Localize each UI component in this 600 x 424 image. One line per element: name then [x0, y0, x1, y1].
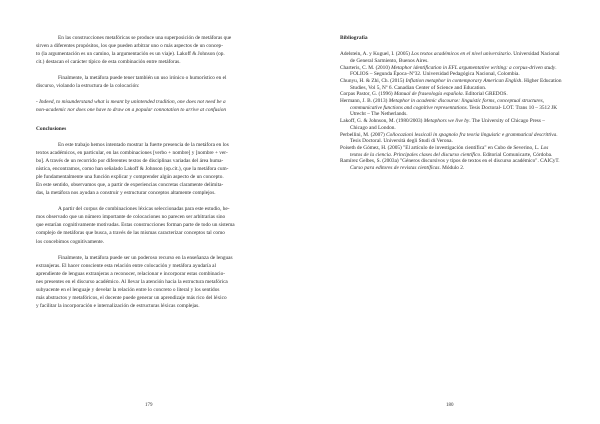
reference-title: Collocazioni lessicali in spagnolo fra teoria linguistic e grammatical descrittiva [386, 131, 557, 138]
reference-entry [340, 78, 562, 91]
conclusion-paragraph: Finalmente, la metáfora puede ser un poderoso recurso en la enseñanza de lenguas extranjeras. El hacer consciente esta relación entre colocación y metáfora ayudaría al aprendiente de lenguas extranjeras a reconocer, relacionar e incorporar estas combinacio- nes presentes en el discurso académico. Al llevar la atención hacia la estructura metafórica subyacente en el lenguaje y develar la relación entre lo concreto o literal y los sentidos más abstractos y metafóricos, el docente puede generar un aprendizaje más rico del léxico y facilitar la incorporación e internalización de estructuras léxicas complejas. [36, 254, 233, 310]
bibliography-heading: Bibliografía [340, 35, 368, 41]
reference-publisher: . FOLIOS – Segunda Época–Nº32. Universidad Pedagógica Nacional, Colombia. [350, 64, 557, 78]
reference-publisher: . Módulo 2. [439, 165, 465, 172]
reference-list [340, 51, 562, 172]
reference-authors: Chunyu, H. & Zhi, Ch. (2015) [340, 77, 406, 84]
reference-publisher: . Higher Education Studies, Vol 5, Nº 6. Canadian Center of Science and Education. [350, 77, 562, 91]
reference-publisher: . Tesis Doctoral. Università degli Studi di Verona. [350, 131, 558, 145]
reference-publisher: . The University of Chicago Press – Chicago and London. [350, 118, 545, 131]
example-quote: - Indeed, to misunderstand what is meant by unintended tradition, one does not need be a non-academic nor does one have to draw on a popular connotation to arrive at confusion [36, 99, 227, 114]
reference-publisher: . Universidad Nacional de General Sarmiento, Buenos Aires. [350, 51, 560, 64]
reference-entry [340, 145, 562, 158]
page-number: 180 [446, 403, 454, 408]
conclusion-paragraph: A partir del corpus de combinaciones léxicas seleccionadas para este estudio, he- mos observado que un número importante de colocaciones no parecen ser arbitrarias sino que estarían cognitivamente motivadas. Estas construcciones forman parte de todo un sistema complejo de metáforas que busca, a través de las mismas caracterizar conceptos tal como los concebimos cognitivamente. [36, 206, 235, 245]
reference-title: Metaphor identification in EFL argumentative writing: a corpus-driven study [391, 64, 556, 71]
reference-title: Los textos de la ciencia. Principales clases del discurso científico [350, 144, 549, 158]
conclusion-paragraph: En este trabajo hemos intentado mostrar la fuerte presencia de la metáfora en los textos académicos, en particular, en las combinaciones [verbo + nombre] y [nombre + ver- bo]. A través de un recorrido por diferentes textos de disciplinas variadas del área huma- nística, encontramos, como han señalado Lakoff & Johnson (op.cit.), que la metáfora cum- ple fundamentalmente una función explicar y comprender algún aspecto de un concepto. En este sentido, observamos que, a partir de experiencias concretas claramente delimita- das, la metáfora nos ayudan a construir y estructurar conceptos altamente complejos. [36, 141, 229, 197]
reference-authors: Charteris, C. M. (2010) [340, 64, 392, 71]
reference-entry [340, 118, 562, 131]
reference-authors: Perbellini, M. (2007) [340, 131, 387, 138]
reference-authors: Hermann, J. B. (2013) [340, 98, 389, 105]
left-text-column [36, 34, 264, 318]
reference-title: Curso para editores de revistas científicas [350, 165, 440, 172]
reference-title: Manual de fraseología española [393, 91, 463, 98]
reference-title: Metaphor in academic discourse: linguistic forms, conceptual structures, communicative functions and cognitive representations [350, 98, 545, 111]
reference-entry [340, 51, 562, 64]
body-paragraph: Finalmente, la metáfora puede tener también un uso irónico o humorístico en el discurso, violando la estructura de la colocación: [36, 75, 227, 90]
body-paragraph: En las construcciones metafóricas se produce una superposición de metáforas que sirven a diferentes propósitos, los que pueden arbitrar uno o más aspectos de un concep- to (la argumentación es un camino, la argumentación es un viaje). Lakoff & Johnson (op. cit.) destacan el carácter típico de esta combinación entre metáforas. [36, 35, 232, 66]
right-page [300, 0, 600, 424]
reference-entry [340, 98, 562, 118]
reference-authors: Poiseth de Gómez, H. (2005) "El artículo de investigación científica" en Cubo de Severino, L. [340, 144, 541, 151]
page-number: 179 [145, 403, 153, 408]
bibliography-column [340, 34, 562, 172]
reference-publisher: . Tesis Doctoral- LOT. Trans 10 – 3512 JK Utrecht – The Netherlands. [350, 104, 558, 118]
reference-entry [340, 91, 562, 98]
reference-entry [340, 65, 562, 78]
reference-authors: Corpas Pastor, G. (1996) [340, 91, 394, 98]
reference-authors: Ramírez Gelbes, S. (2003a) "Géneros discursivos y tipos de textos en el discurso académico". CAICyT. [340, 158, 560, 165]
reference-title: Metaphors we live by [423, 118, 470, 125]
reference-authors: Adelstein, A. y Kuguel, I. (2005) [340, 51, 412, 58]
reference-title: Inflation metaphor in contemporary American English [405, 77, 522, 84]
reference-entry [340, 158, 562, 171]
reference-publisher: . Editorial GREDOS. [462, 91, 508, 98]
conclusions-heading: Conclusiones [36, 125, 67, 132]
reference-publisher: . Editorial Comunicarte, Córdoba. [480, 151, 553, 158]
reference-authors: Lakoff, G. & Johnson, M. (1980/2003) [340, 118, 424, 125]
reference-entry [340, 132, 562, 145]
reference-title: Los textos académicos en el nivel universitario [411, 51, 511, 58]
